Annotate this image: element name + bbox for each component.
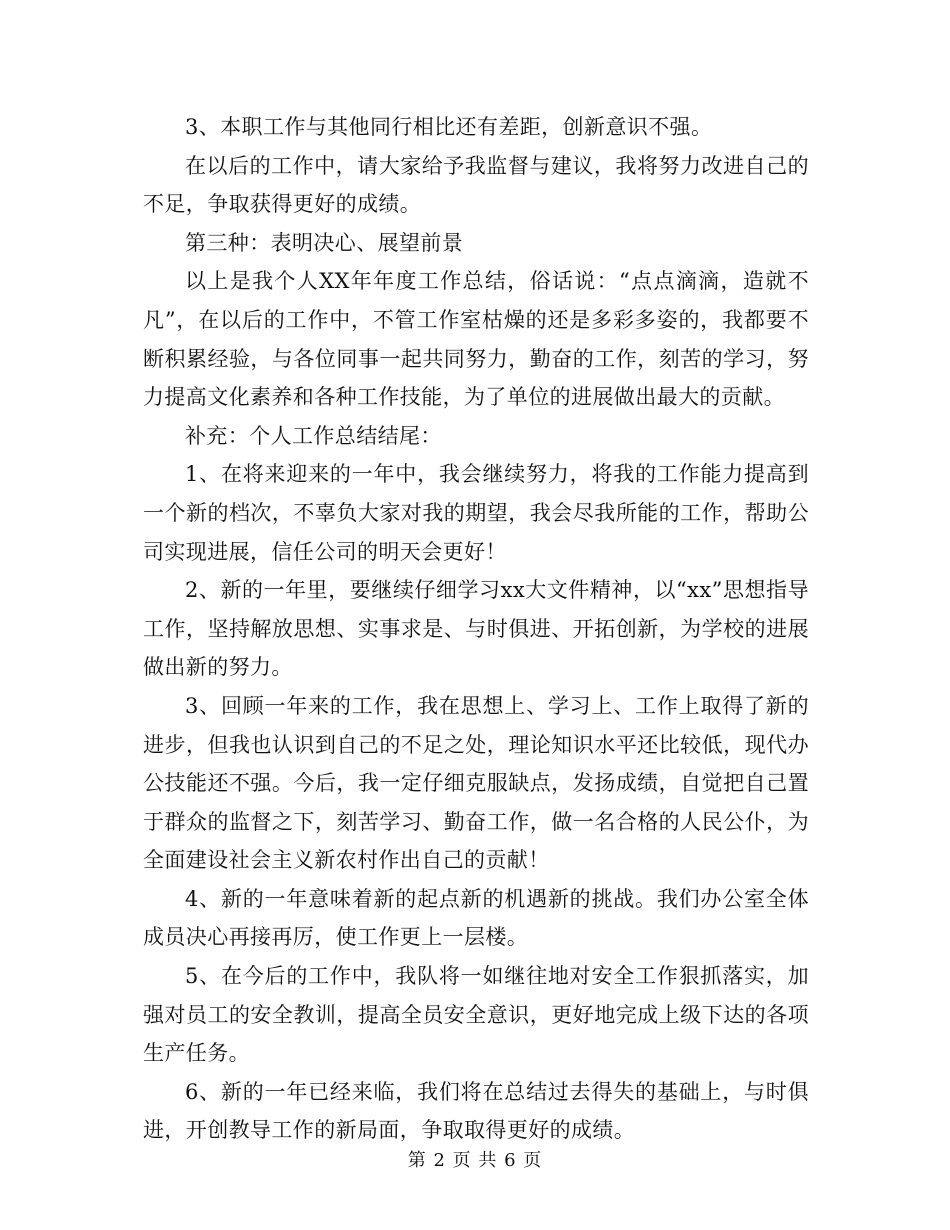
paragraph-item-2: 2、新的一年里，要继续仔细学习xx大文件精神，以“xx”思想指导工作，坚持解放思想、实事求是、与时俱进、开拓创新，为学校的进展做出新的努力。 [143, 578, 809, 680]
paragraph-item-5: 5、在今后的工作中，我队将一如继往地对安全工作狠抓落实，加强对员工的安全教训，提高全员安全意识，更好地完成上级下达的各项生产任务。 [143, 964, 809, 1066]
paragraph-annual-summary: 以上是我个人XX年年度工作总结，俗话说：“点点滴滴，造就不凡”，在以后的工作中，不管工作室枯燥的还是多彩多姿的，我都要不断积累经验，与各位同事一起共同努力，勤奋的工作，刻苦的学习，努力提高文化素养和各种工作技能，为了单位的进展做出最大的贡献。 [143, 269, 809, 410]
paragraph-item-6: 6、新的一年已经来临，我们将在总结过去得失的基础上，与时俱进，开创教导工作的新局面，争取取得更好的成绩。 [143, 1079, 809, 1143]
paragraph-item-3-shortcoming: 3、本职工作与其他同行相比还有差距，创新意识不强。 [185, 115, 713, 139]
document-body [143, 108, 809, 1150]
paragraph-section-heading: 第三种：表明决心、展望前景 [185, 230, 464, 255]
paragraph-item-4: 4、新的一年意味着新的起点新的机遇新的挑战。我们办公室全体成员决心再接再厉，使工作更上一层楼。 [143, 886, 809, 950]
paragraph-supplement-heading: 补充：个人工作总结结尾： [185, 423, 442, 448]
paragraph-item-3: 3、回顾一年来的工作，我在思想上、学习上、工作上取得了新的进步，但我也认识到自己的不足之处，理论知识水平还比较低，现代办公技能还不强。今后，我一定仔细克服缺点，发扬成绩，自觉把自己置于群众的监督之下，刻苦学习、勤奋工作，做一名合格的人民公仆，为全面建设社会主义新农村作出自己的贡献！ [143, 693, 809, 873]
paragraph-item-1: 1、在将来迎来的一年中，我会继续努力，将我的工作能力提高到一个新的档次，不辜负大家对我的期望，我会尽我所能的工作，帮助公司实现进展，信任公司的明天会更好！ [143, 462, 809, 564]
page-number-footer: 第 2 页 共 6 页 [407, 1150, 543, 1171]
paragraph-supervision-request: 在以后的工作中，请大家给予我监督与建议，我将努力改进自己的不足，争取获得更好的成绩。 [143, 153, 809, 217]
